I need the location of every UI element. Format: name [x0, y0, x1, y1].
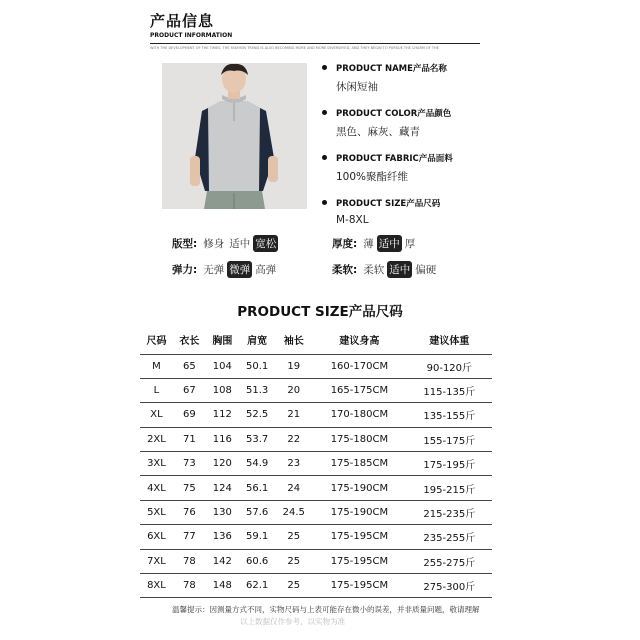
table-row	[140, 452, 492, 476]
feature-option: 柔软	[363, 263, 385, 276]
table-cell: 8XL	[140, 574, 173, 598]
table-row	[140, 500, 492, 524]
bullet-icon	[322, 155, 327, 160]
column-header: 建议身高	[312, 326, 407, 354]
table-cell: 53.7	[239, 427, 276, 451]
table-row	[140, 549, 492, 573]
column-header: 袖长	[275, 326, 312, 354]
table-cell: 24	[275, 476, 312, 500]
feature-option-selected: 宽松	[253, 235, 278, 252]
table-row	[140, 378, 492, 402]
table-cell: 235-255斤	[407, 525, 492, 549]
table-cell: 175-195CM	[312, 549, 407, 573]
table-cell: 136	[206, 525, 239, 549]
table-cell: 23	[275, 452, 312, 476]
table-row	[140, 403, 492, 427]
page-subtitle: PRODUCT INFORMATION	[150, 32, 233, 39]
product-attributes	[322, 62, 542, 239]
size-chart-title: PRODUCT SIZE产品尺码	[237, 304, 403, 320]
fabric-features	[172, 233, 492, 285]
attribute-value: 休闲短袖	[336, 81, 378, 93]
table-cell: 7XL	[140, 549, 173, 573]
table-cell: 175-190CM	[312, 476, 407, 500]
model-illustration	[162, 63, 307, 209]
attribute-color	[322, 107, 542, 139]
table-cell: 78	[173, 574, 206, 598]
attribute-label: PRODUCT NAME产品名称	[336, 64, 447, 74]
attribute-value: 100%聚酯纤维	[336, 171, 409, 183]
table-cell: 52.5	[239, 403, 276, 427]
product-info-header	[150, 10, 490, 51]
table-cell: 175-180CM	[312, 427, 407, 451]
feature-row	[172, 233, 492, 253]
table-cell: L	[140, 378, 173, 402]
table-cell: 275-300斤	[407, 574, 492, 598]
page-title: 产品信息	[150, 12, 215, 30]
table-cell: 76	[173, 500, 206, 524]
attribute-fabric	[322, 152, 542, 184]
feature-option: 厚	[404, 237, 416, 250]
table-cell: 170-180CM	[312, 403, 407, 427]
table-cell: 25	[275, 525, 312, 549]
table-cell: 175-190CM	[312, 500, 407, 524]
attribute-label: PRODUCT FABRIC产品面料	[336, 154, 453, 164]
table-cell: 25	[275, 549, 312, 573]
table-row	[140, 427, 492, 451]
table-cell: 148	[206, 574, 239, 598]
table-cell: 59.1	[239, 525, 276, 549]
table-cell: 175-185CM	[312, 452, 407, 476]
table-cell: 155-175斤	[407, 427, 492, 451]
column-header: 尺码	[140, 326, 173, 354]
feature-option: 薄	[363, 237, 374, 250]
table-cell: 195-215斤	[407, 476, 492, 500]
table-cell: 67	[173, 378, 206, 402]
size-table	[140, 326, 492, 598]
header-fine-text: WITH THE DEVELOPMENT OF THE TIMES, THE FASHION TREND IS ALSO BECOMING MORE AND MORE DIVERSIFIED, AND THEY BEGIN TO PURSUE THE CHARM OF THE	[150, 46, 439, 50]
table-cell: XL	[140, 403, 173, 427]
table-cell: 4XL	[140, 476, 173, 500]
table-cell: 130	[206, 500, 239, 524]
table-cell: 21	[275, 403, 312, 427]
bullet-icon	[322, 110, 327, 115]
table-cell: 75	[173, 476, 206, 500]
feature-name: 版型:	[172, 237, 198, 250]
table-cell: 116	[206, 427, 239, 451]
table-cell: 175-195CM	[312, 525, 407, 549]
table-cell: 57.6	[239, 500, 276, 524]
attribute-name	[322, 62, 542, 94]
table-cell: 135-155斤	[407, 403, 492, 427]
feature-option: 偏硬	[415, 263, 437, 276]
table-header-row	[140, 326, 492, 354]
size-note: 温馨提示：因测量方式不同，实物尺码与上表可能存在微小的误差，并非质量问题，敬请理解	[172, 605, 480, 614]
table-cell: 71	[173, 427, 206, 451]
column-header: 胸围	[206, 326, 239, 354]
attribute-size	[322, 197, 542, 226]
table-cell: 3XL	[140, 452, 173, 476]
feature-thickness	[332, 235, 492, 252]
table-cell: 77	[173, 525, 206, 549]
column-header: 肩宽	[239, 326, 276, 354]
feature-option-selected: 微弹	[227, 261, 252, 278]
table-cell: 255-275斤	[407, 549, 492, 573]
bullet-icon	[322, 65, 327, 70]
table-cell: 19	[275, 354, 312, 378]
feature-option-selected: 适中	[377, 235, 402, 252]
table-row	[140, 354, 492, 378]
attribute-value: M-8XL	[336, 214, 369, 226]
table-cell: 175-195CM	[312, 574, 407, 598]
table-cell: 160-170CM	[312, 354, 407, 378]
table-cell: 104	[206, 354, 239, 378]
table-cell: 62.1	[239, 574, 276, 598]
column-header: 建议体重	[407, 326, 492, 354]
feature-row	[172, 259, 492, 279]
table-cell: 108	[206, 378, 239, 402]
table-cell: 20	[275, 378, 312, 402]
column-header: 衣长	[173, 326, 206, 354]
attribute-label: PRODUCT SIZE产品尺码	[336, 199, 441, 209]
feature-softness	[332, 261, 492, 278]
feature-option: 高弹	[255, 263, 277, 276]
table-cell: 54.9	[239, 452, 276, 476]
feature-option: 修身	[203, 237, 225, 250]
table-cell: 124	[206, 476, 239, 500]
feature-option: 适中	[229, 237, 251, 250]
table-cell: 50.1	[239, 354, 276, 378]
table-cell: 65	[173, 354, 206, 378]
attribute-value: 黑色、麻灰、藏青	[336, 126, 420, 138]
table-cell: 78	[173, 549, 206, 573]
table-cell: 142	[206, 549, 239, 573]
feature-elasticity	[172, 261, 332, 278]
table-row	[140, 476, 492, 500]
table-cell: 120	[206, 452, 239, 476]
table-cell: 73	[173, 452, 206, 476]
table-cell: M	[140, 354, 173, 378]
table-cell: 5XL	[140, 500, 173, 524]
table-row	[140, 525, 492, 549]
feature-option: 无弹	[203, 263, 225, 276]
feature-option-selected: 适中	[387, 261, 412, 278]
table-cell: 69	[173, 403, 206, 427]
table-cell: 2XL	[140, 427, 173, 451]
table-cell: 25	[275, 574, 312, 598]
table-cell: 90-120斤	[407, 354, 492, 378]
table-cell: 115-135斤	[407, 378, 492, 402]
attribute-label: PRODUCT COLOR产品颜色	[336, 109, 452, 119]
size-note-continued: 以上数据仅作参考，以实物为准	[240, 617, 345, 626]
bullet-icon	[322, 200, 327, 205]
table-cell: 22	[275, 427, 312, 451]
feature-fit	[172, 235, 332, 252]
table-cell: 112	[206, 403, 239, 427]
table-cell: 24.5	[275, 500, 312, 524]
table-cell: 56.1	[239, 476, 276, 500]
table-cell: 60.6	[239, 549, 276, 573]
product-photo	[162, 63, 307, 209]
table-row	[140, 574, 492, 598]
feature-name: 厚度:	[332, 237, 358, 250]
table-cell: 175-195斤	[407, 452, 492, 476]
table-cell: 51.3	[239, 378, 276, 402]
table-cell: 6XL	[140, 525, 173, 549]
feature-name: 弹力:	[172, 263, 198, 276]
table-cell: 215-235斤	[407, 500, 492, 524]
header-divider	[150, 43, 480, 44]
feature-name: 柔软:	[332, 263, 358, 276]
table-cell: 165-175CM	[312, 378, 407, 402]
